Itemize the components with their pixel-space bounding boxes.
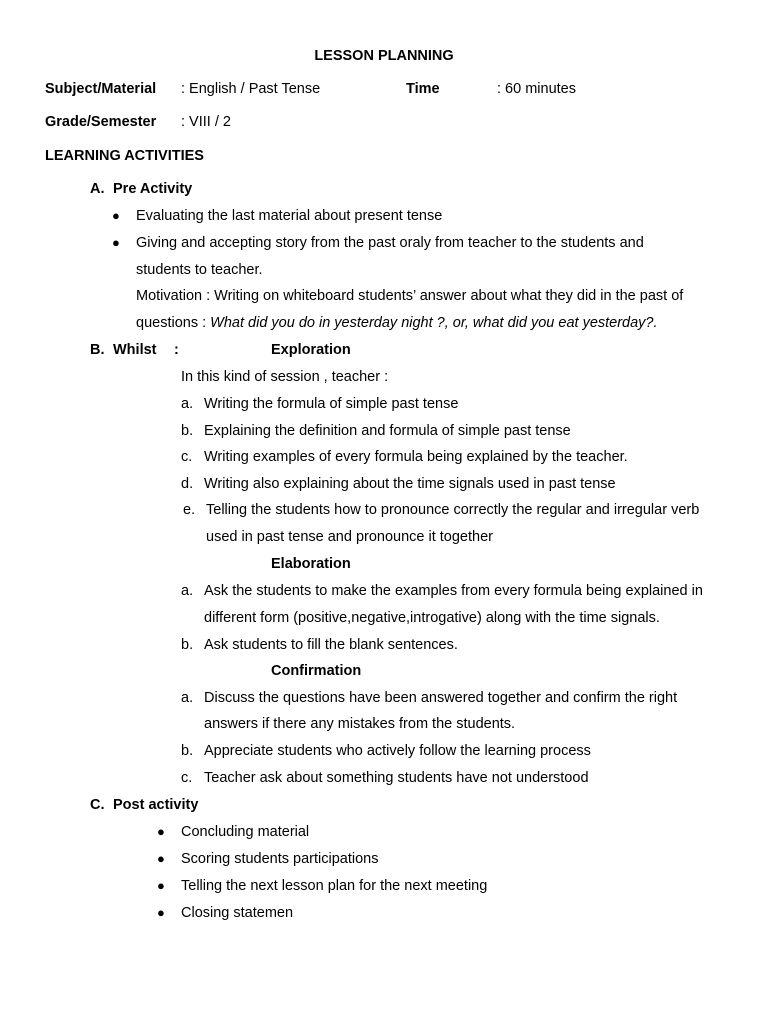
- post-activity-bullet: Telling the next lesson plan for the next meeting: [181, 878, 488, 894]
- confirmation-heading: Confirmation: [271, 663, 362, 679]
- exploration-heading: Exploration: [271, 342, 351, 358]
- list-marker: e.: [183, 502, 196, 518]
- list-item: Explaining the definition and formula of simple past tense: [204, 423, 571, 439]
- bullet-icon: ●: [157, 824, 165, 839]
- grade-value: : VIII / 2: [181, 114, 231, 130]
- whilst-colon: :: [174, 342, 179, 358]
- whilst-title: Whilst: [113, 342, 157, 358]
- list-marker: a.: [181, 583, 194, 599]
- list-item: Discuss the questions have been answered together and confirm the right: [204, 690, 678, 706]
- list-marker: b.: [181, 637, 194, 653]
- list-item-cont: different form (positive,negative,introgative) along with the time signals.: [204, 610, 660, 626]
- time-label: Time: [406, 81, 440, 97]
- bullet-icon: ●: [157, 905, 165, 920]
- list-item: Ask students to fill the blank sentences.: [204, 637, 458, 653]
- bullet-icon: ●: [112, 208, 120, 223]
- list-marker: b.: [181, 743, 194, 759]
- list-marker: a.: [181, 690, 194, 706]
- elaboration-heading: Elaboration: [271, 556, 351, 572]
- list-item: Telling the students how to pronounce correctly the regular and irregular verb: [206, 502, 700, 518]
- learning-activities-heading: LEARNING ACTIVITIES: [45, 148, 204, 164]
- time-value: : 60 minutes: [497, 81, 576, 97]
- post-activity-title: Post activity: [113, 797, 199, 813]
- list-item: Teacher ask about something students have not understood: [204, 770, 589, 786]
- subject-label: Subject/Material: [45, 81, 157, 97]
- bullet-icon: ●: [157, 851, 165, 866]
- list-item-cont: answers if there any mistakes from the students.: [204, 716, 516, 732]
- post-activity-bullet: Closing statemen: [181, 905, 294, 921]
- pre-activity-bullet: Giving and accepting story from the past oraly from teacher to the students and: [136, 235, 644, 251]
- pre-activity-bullet: Evaluating the last material about present tense: [136, 208, 443, 224]
- list-marker: d.: [181, 476, 194, 492]
- list-marker: c.: [181, 449, 193, 465]
- list-item-cont: used in past tense and pronounce it together: [206, 529, 493, 545]
- exploration-intro: In this kind of session , teacher :: [181, 369, 389, 385]
- grade-label: Grade/Semester: [45, 114, 157, 130]
- motivation-prefix: questions :: [136, 315, 211, 331]
- list-marker: a.: [181, 396, 194, 412]
- motivation-line: Motivation : Writing on whiteboard students’ answer about what they did in the past of: [136, 288, 684, 304]
- page-title: LESSON PLANNING: [314, 48, 454, 64]
- list-marker: b.: [181, 423, 194, 439]
- post-activity-letter: C.: [90, 797, 105, 813]
- subject-value: : English / Past Tense: [181, 81, 321, 97]
- list-item: Writing the formula of simple past tense: [204, 396, 459, 412]
- bullet-icon: ●: [112, 235, 120, 250]
- pre-activity-letter: A.: [90, 181, 105, 197]
- whilst-letter: B.: [90, 342, 105, 358]
- bullet-icon: ●: [157, 878, 165, 893]
- list-item: Ask the students to make the examples from every formula being explained in: [204, 583, 703, 599]
- pre-activity-title: Pre Activity: [113, 181, 193, 197]
- post-activity-bullet: Concluding material: [181, 824, 310, 840]
- pre-activity-bullet-cont: students to teacher.: [136, 262, 263, 278]
- motivation-question-line: [136, 314, 658, 332]
- list-marker: c.: [181, 770, 193, 786]
- list-item: Writing also explaining about the time signals used in past tense: [204, 476, 616, 492]
- motivation-question: What did you do in yesterday night ?, or, what did you eat yesterday?.: [210, 315, 658, 331]
- list-item: Writing examples of every formula being explained by the teacher.: [204, 449, 628, 465]
- list-item: Appreciate students who actively follow the learning process: [204, 743, 591, 759]
- post-activity-bullet: Scoring students participations: [181, 851, 379, 867]
